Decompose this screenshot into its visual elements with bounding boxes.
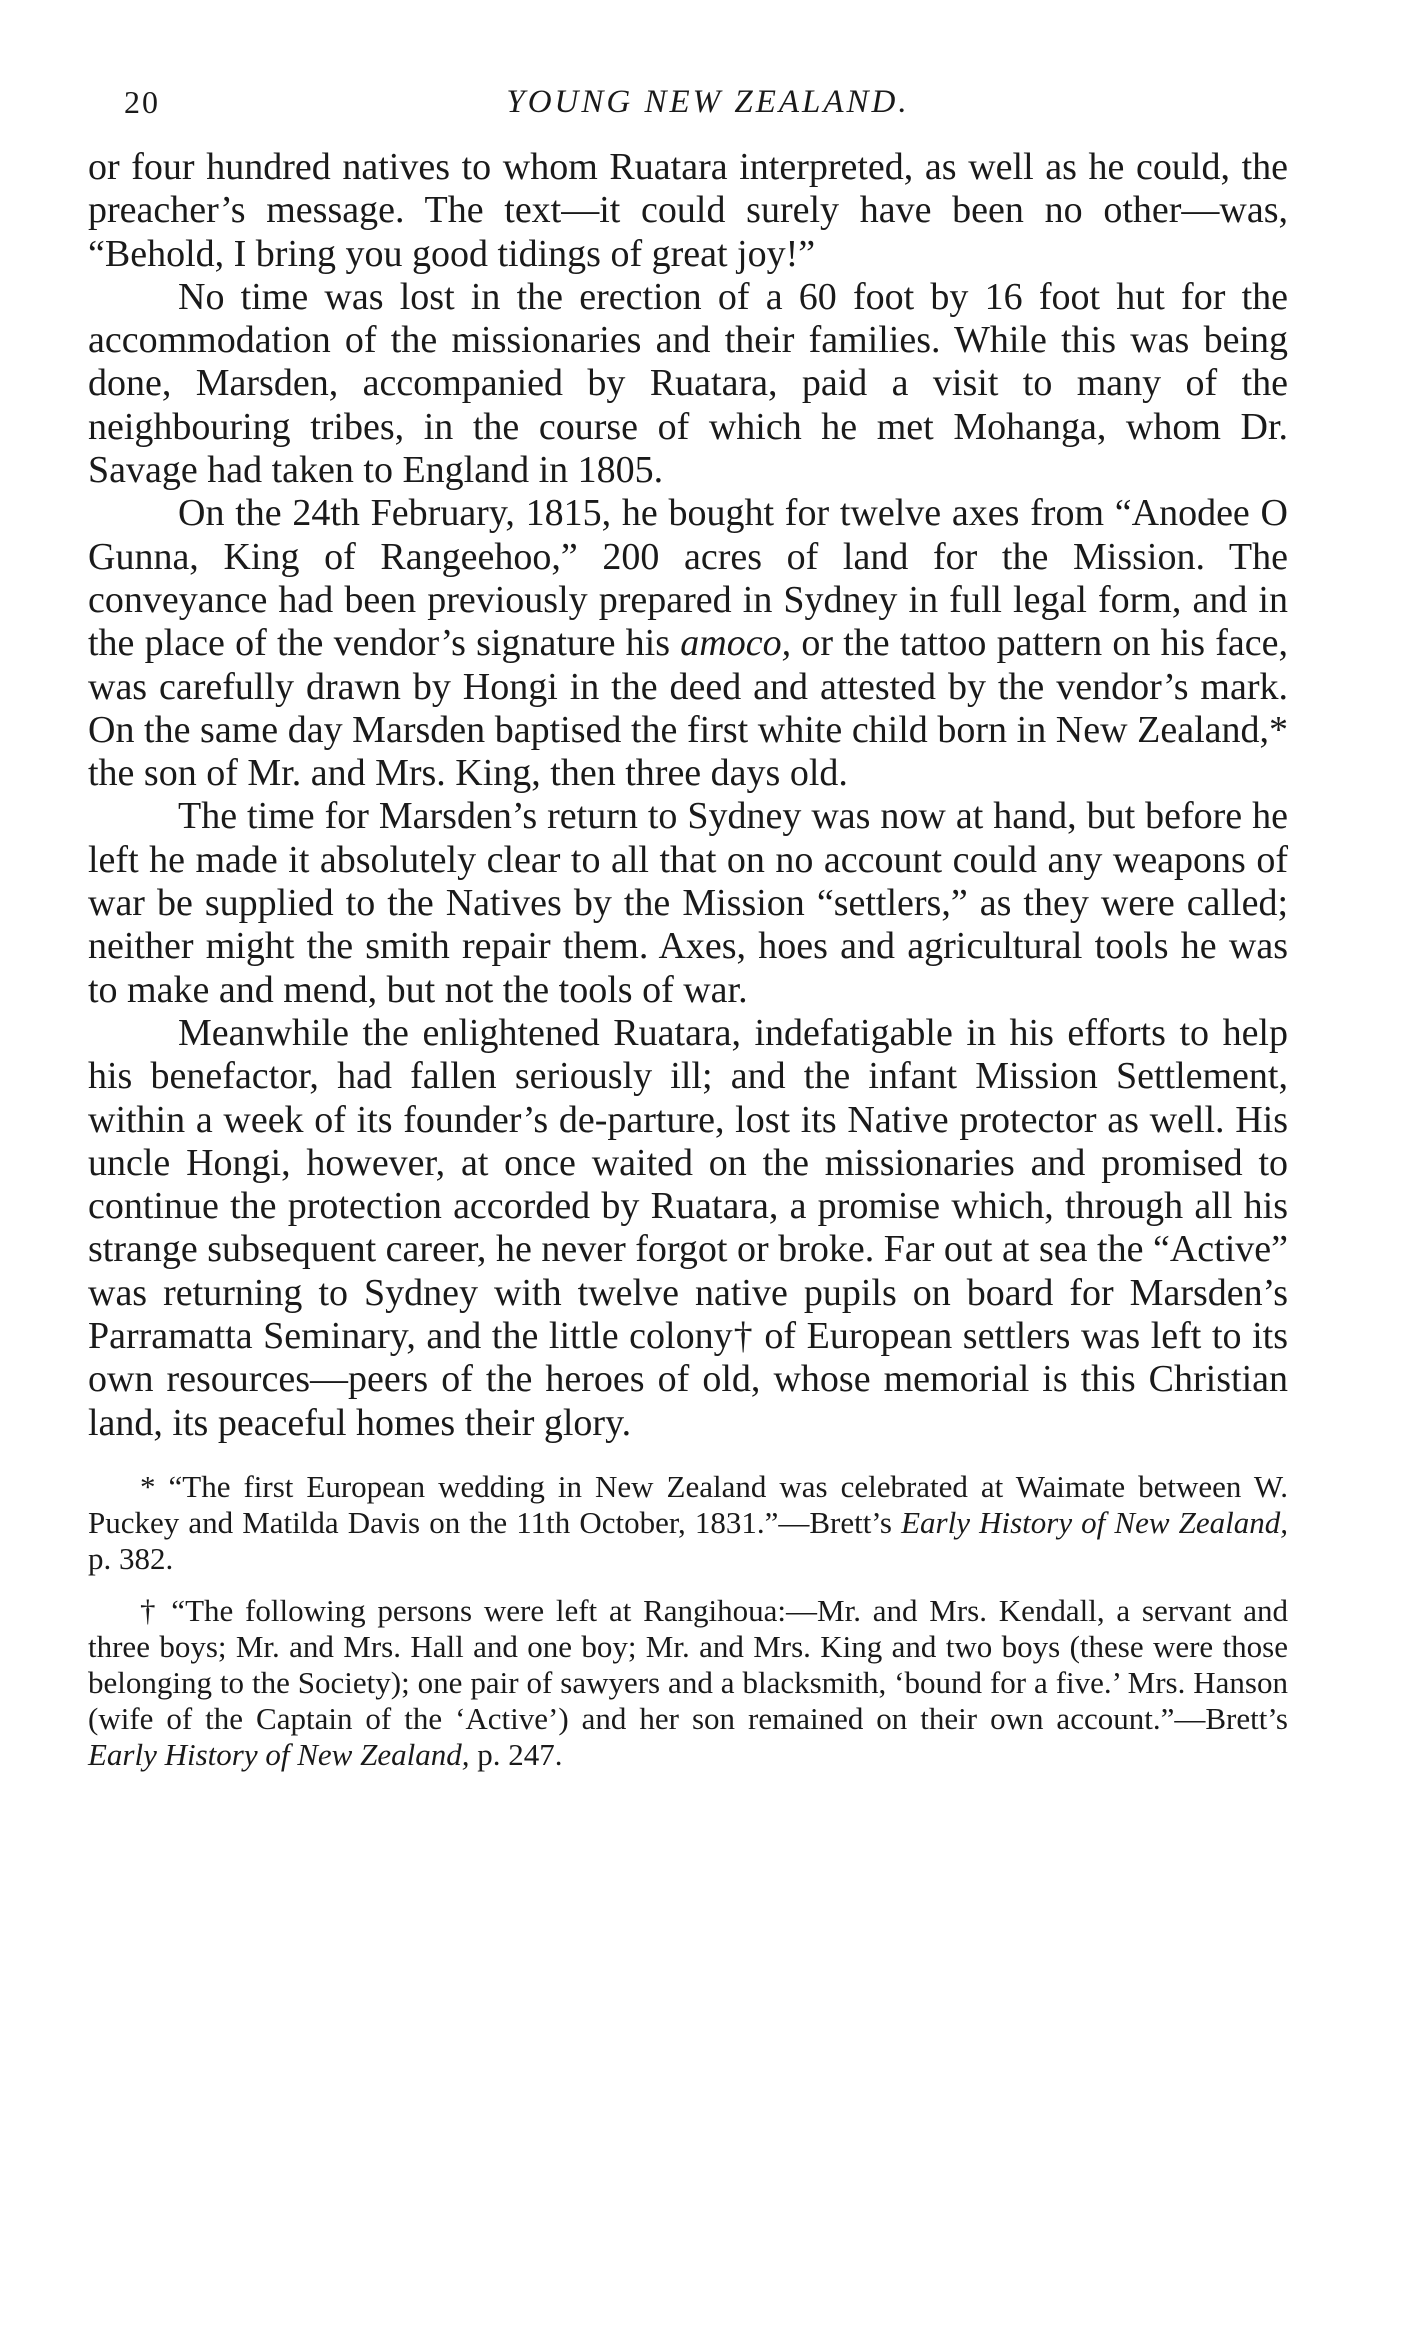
page-header — [88, 80, 1288, 136]
footnote-2 — [88, 1593, 1288, 1773]
footnote-2-part-b: p. 247. — [469, 1736, 563, 1772]
paragraph-3-part-b: or the tattoo pattern on his face, was carefully drawn by Hongi in the deed and attested by the vendor’s mark. On the same day Marsden baptised the first white child born in New Zealand,* the son of Mr. and Mrs. King, then three days old. — [88, 622, 1288, 795]
footnote-2-italic: Early History of New Zealand, — [88, 1736, 470, 1772]
footnotes — [88, 1469, 1288, 1773]
footnote-1 — [88, 1469, 1288, 1577]
paragraph-3-part-a: On the 24th February, 1815, he bought for twelve axes from “Anodee O Gunna, King of Rangeehoo,” 200 acres of land for the Mission. The conveyance had been previously prepared in Sydney in full legal form, and in the place of the vendor’s signature his — [88, 492, 1288, 665]
running-head: YOUNG NEW ZEALAND. — [506, 84, 910, 120]
book-page — [88, 80, 1288, 1789]
paragraph-1: or four hundred natives to whom Ruatara interpreted, as well as he could, the preacher’s message. The text—it could surely have been no other—was, “Behold, I bring you good tidings of great joy!” — [88, 146, 1288, 275]
paragraph-4: The time for Marsden’s return to Sydney was now at hand, but before he left he made it absolutely clear to all that on no account could any weapons of war be supplied to the Natives by the Mission “settlers,” as they were called; neither might the smith repair them. Axes, hoes and agricultural tools he was to make and mend, but not the tools of war. — [88, 795, 1288, 1011]
footnote-1-italic: Early History of New Zealand, — [901, 1504, 1288, 1540]
paragraph-3 — [88, 492, 1288, 795]
paragraph-3-italic: amoco, — [680, 622, 792, 665]
footnote-2-part-a: † “The following persons were left at Rangihoua:—Mr. and Mrs. Kendall, a servant and three boys; Mr. and Mrs. Hall and one boy; Mr. and Mrs. King and two boys (these were those belonging to the Society); one pair of sawyers and a blacksmith, ‘bound for a five.’ Mrs. Hanson (wife of the Captain of the ‘Active’) and her son remained on their own account.”—Brett’s — [88, 1592, 1288, 1736]
page-number: 20 — [124, 84, 160, 120]
paragraph-2: No time was lost in the erection of a 60 foot by 16 foot hut for the accommodation of the missionaries and their families. While this was being done, Marsden, accompanied by Ruatara, paid a visit to many of the neighbouring tribes, in the course of which he met Mohanga, whom Dr. Savage had taken to England in 1805. — [88, 275, 1288, 492]
footnote-1-part-b: p. 382. — [88, 1540, 174, 1576]
footnote-1-part-a: * “The first European wedding in New Zealand was celebrated at Waimate between W. Puckey and Matilda Davis on the 11th October, 1831.”—Brett’s — [88, 1468, 1288, 1540]
body-text — [88, 146, 1288, 1445]
paragraph-5: Meanwhile the enlightened Ruatara, indefatigable in his efforts to help his benefactor, had fallen seriously ill; and the infant Mission Settlement, within a week of its founder’s de-parture, lost its Native protector as well. His uncle Hongi, however, at once waited on the missionaries and promised to continue the protection accorded by Ruatara, a promise which, through all his strange subsequent career, he never forgot or broke. Far out at sea the “Active” was returning to Sydney with twelve native pupils on board for Marsden’s Parramatta Seminary, and the little colony† of European settlers was left to its own resources—peers of the heroes of old, whose memorial is this Christian land, its peaceful homes their glory. — [88, 1011, 1288, 1444]
